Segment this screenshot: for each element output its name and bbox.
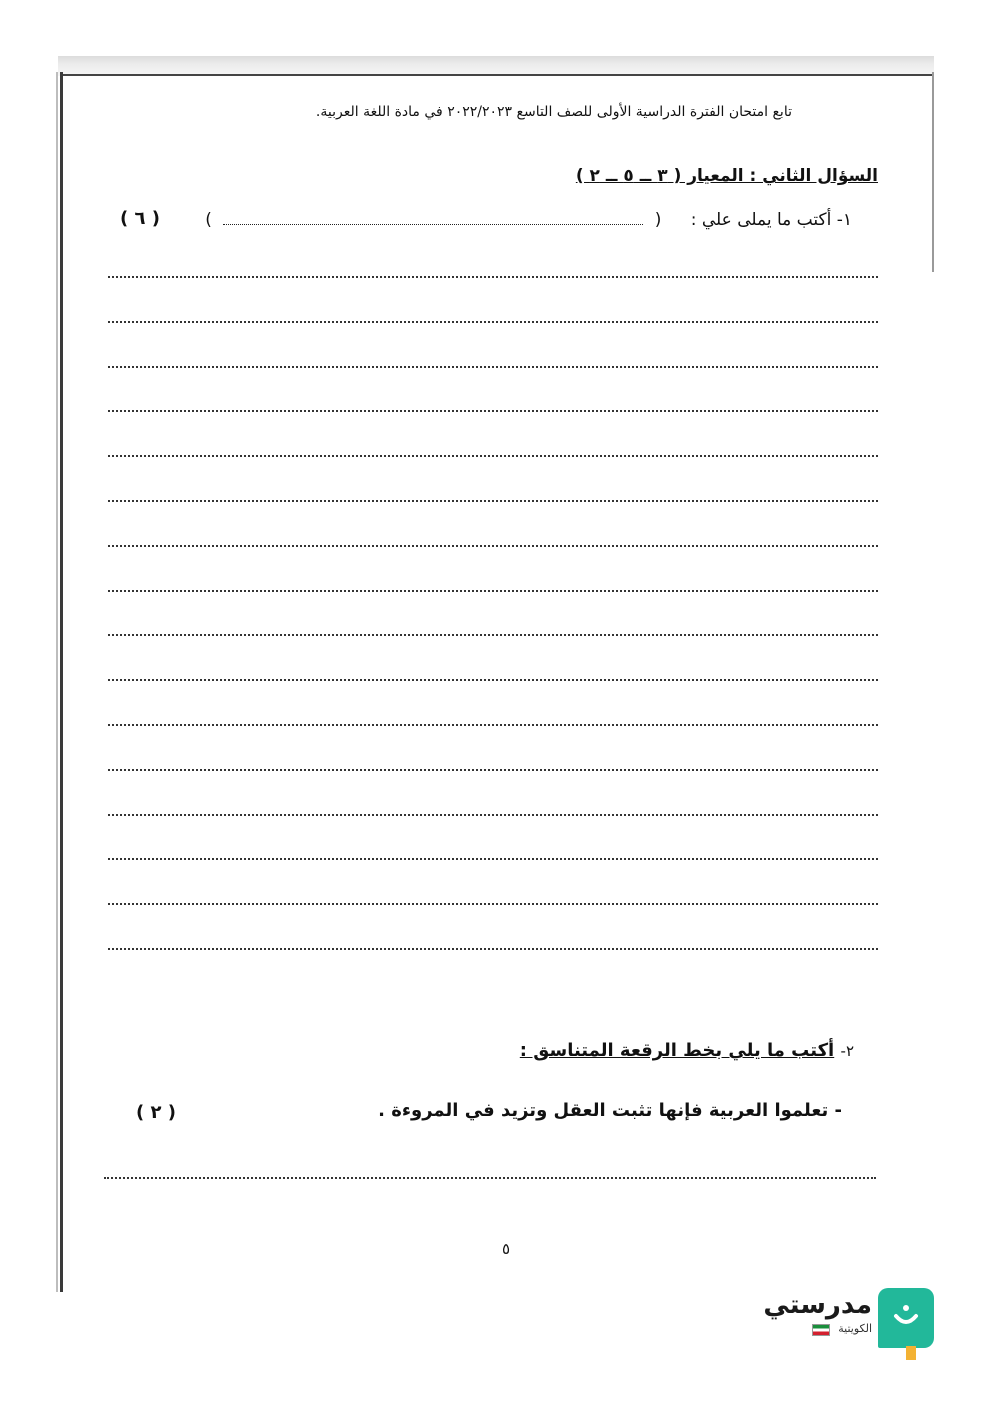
writing-line[interactable] <box>108 455 878 457</box>
item2-writing-line[interactable] <box>104 1177 876 1179</box>
writing-line[interactable] <box>108 903 878 905</box>
writing-line[interactable] <box>108 769 878 771</box>
smile-icon <box>892 1302 920 1335</box>
writing-line[interactable] <box>108 814 878 816</box>
kuwait-flag-icon <box>812 1324 830 1336</box>
writing-line[interactable] <box>108 500 878 502</box>
logo-badge <box>878 1288 934 1348</box>
item2-sentence: - تعلموا العربية فإنها تثبت العقل وتزيد في المروءة . <box>378 1100 842 1121</box>
item2-label: أكتب ما يلي بخط الرقعة المتناسق : <box>519 1040 835 1061</box>
logo-name: مدرستي <box>763 1290 872 1320</box>
writing-line[interactable] <box>108 679 878 681</box>
item1-open-paren: ( <box>654 210 662 230</box>
bookmark-icon <box>906 1346 916 1360</box>
item1-fill-line[interactable] <box>223 210 643 225</box>
page-number: ٥ <box>502 1240 511 1258</box>
exam-header: تابع امتحان الفترة الدراسية الأولى للصف التاسع ٢٠٢٢/٢٠٢٣ في مادة اللغة العربية. <box>315 104 792 120</box>
logo-subtitle: الكويتية <box>838 1322 872 1335</box>
item1-close-paren: ) <box>205 210 212 230</box>
writing-line[interactable] <box>108 366 878 368</box>
item2-number: ٢- <box>840 1042 854 1060</box>
item1-row <box>205 210 852 230</box>
writing-line[interactable] <box>108 634 878 636</box>
site-logo <box>763 1288 950 1364</box>
item2-mark: ( ٢ ) <box>136 1102 176 1123</box>
writing-line[interactable] <box>108 410 878 412</box>
writing-line[interactable] <box>108 724 878 726</box>
item1-mark: ( ٦ ) <box>120 208 160 229</box>
question-title: السؤال الثاني : المعيار ( ٣ ــ ٥ ــ ٢ ) <box>575 166 878 186</box>
writing-line[interactable] <box>108 321 878 323</box>
item2-row <box>520 1040 854 1061</box>
writing-line[interactable] <box>108 276 878 278</box>
writing-line[interactable] <box>108 858 878 860</box>
writing-line[interactable] <box>108 590 878 592</box>
writing-line[interactable] <box>108 545 878 547</box>
item1-label: ١- أكتب ما يملى علي : <box>690 210 852 230</box>
writing-line[interactable] <box>108 948 878 950</box>
